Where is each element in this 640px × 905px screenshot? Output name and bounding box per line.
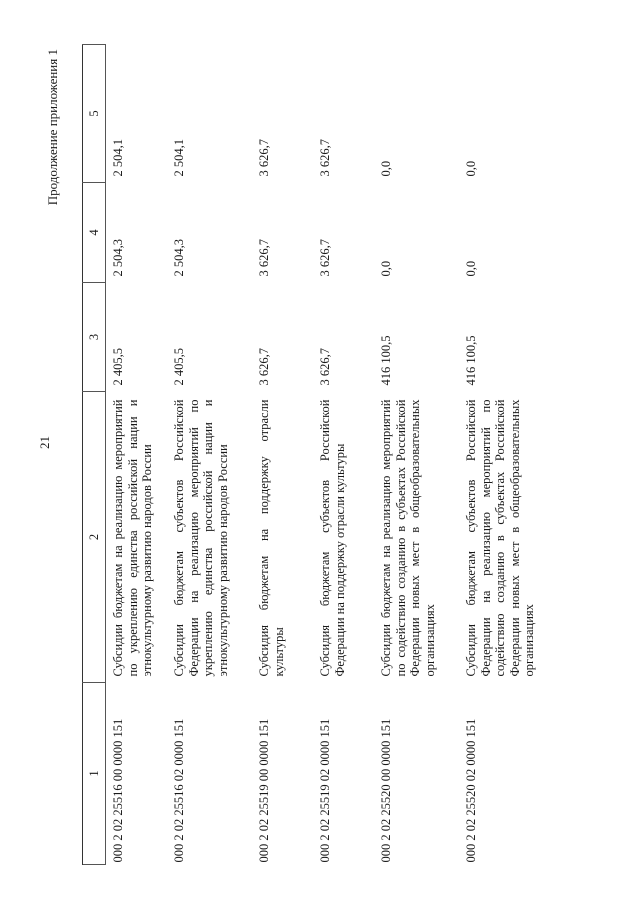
amount-col3: 3 626,7	[318, 348, 332, 386]
income-name: Субсидии бюджетам на реализацию мероприятий по содействию созданию в субъектах Российской Федерации новых мест в общеобразовательных организациях	[379, 399, 437, 677]
amount-col5: 0,0	[464, 160, 478, 177]
income-name: Субсидии бюджетам субъектов Российской Федерации на реализацию мероприятий по укреплению единства российской нации и этнокультурному развитию народов России	[172, 399, 230, 677]
column-header-1: 1	[83, 683, 106, 865]
budget-code: 000 2 02 25520 00 0000 151	[379, 718, 393, 863]
budget-code: 000 2 02 25516 02 0000 151	[172, 718, 186, 863]
budget-code: 000 2 02 25516 00 0000 151	[111, 718, 125, 863]
table-row	[374, 45, 459, 865]
income-name: Субсидия бюджетам на поддержку отрасли культуры	[257, 399, 286, 677]
amount-col3: 2 405,5	[172, 348, 186, 386]
amount-col4: 0,0	[379, 260, 393, 277]
budget-code: 000 2 02 25519 00 0000 151	[257, 718, 271, 863]
rotated-page-content	[37, 45, 600, 865]
column-header-2: 2	[83, 392, 106, 683]
amount-col5: 3 626,7	[257, 139, 271, 177]
budget-code: 000 2 02 25519 02 0000 151	[318, 718, 332, 863]
amount-col5: 2 504,1	[172, 139, 186, 177]
amount-col5: 2 504,1	[111, 139, 125, 177]
budget-table	[82, 44, 550, 865]
page-number: 21	[37, 436, 52, 449]
table-row	[313, 45, 374, 865]
income-name: Субсидии бюджетам субъектов Российской Федерации на реализацию мероприятий по содействию созданию в субъектах Российской Федерации новых мест в общеобразовательных организациях	[464, 399, 536, 677]
amount-col3: 3 626,7	[257, 348, 271, 386]
amount-col4: 2 504,3	[111, 239, 125, 277]
income-name: Субсидии бюджетам на реализацию мероприятий по укреплению единства российской нации и этнокультурному развитию народов России	[111, 399, 154, 677]
amount-col4: 0,0	[464, 260, 478, 277]
amount-col5: 0,0	[379, 160, 393, 177]
amount-col4: 3 626,7	[257, 239, 271, 277]
income-name: Субсидия бюджетам субъектов Российской Федерации на поддержку отрасли культуры	[318, 399, 347, 677]
amount-col4: 3 626,7	[318, 239, 332, 277]
column-header-3: 3	[83, 283, 106, 392]
continuation-label: Продолжение приложения 1	[45, 49, 60, 206]
budget-code: 000 2 02 25520 02 0000 151	[464, 718, 478, 863]
table-row	[106, 45, 168, 865]
table-row	[459, 45, 550, 865]
amount-col3: 416 100,5	[379, 335, 393, 386]
amount-col4: 2 504,3	[172, 239, 186, 277]
column-header-5: 5	[83, 45, 106, 183]
amount-col3: 416 100,5	[464, 335, 478, 386]
amount-col3: 2 405,5	[111, 348, 125, 386]
table-header-row	[83, 45, 106, 865]
table-row	[252, 45, 313, 865]
column-header-4: 4	[83, 183, 106, 283]
amount-col5: 3 626,7	[318, 139, 332, 177]
table-row	[167, 45, 252, 865]
